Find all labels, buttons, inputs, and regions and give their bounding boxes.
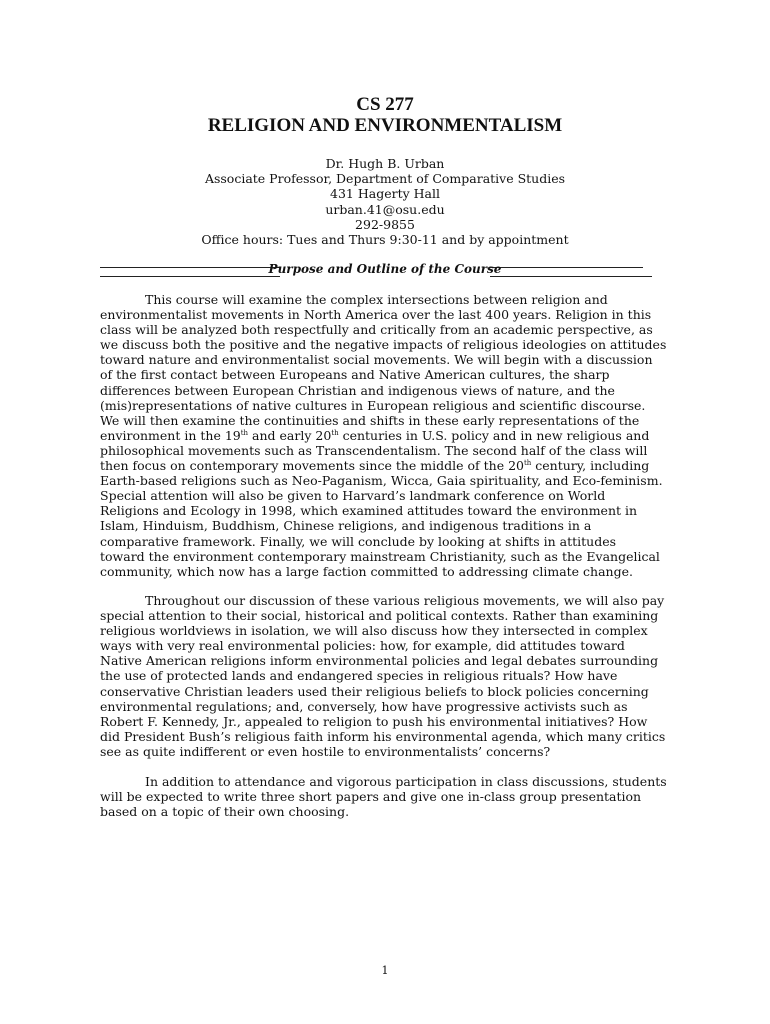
- text-line: community, which now has a large faction committed to addressing climate change.: [100, 563, 633, 579]
- text-line: did President Bush’s religious faith inform his environmental agenda, which many critics: [100, 728, 666, 744]
- text-line: toward nature and environmentalist social movements. We will begin with a discussion: [100, 352, 653, 368]
- text-line: of the first contact between Europeans and Native American cultures, the sharp: [100, 367, 610, 383]
- superscript: th: [523, 459, 532, 468]
- instructor-email: urban.41@osu.edu: [325, 201, 445, 217]
- text-line: In addition to attendance and vigorous participation in class discussions, students: [145, 774, 667, 789]
- text-line: environmental regulations; and, conversely, how have progressive activists such as: [100, 698, 628, 714]
- text-line: Earth-based religions such as Neo-Paganism, Wicca, Gaia spirituality, and Eco-feminism.: [100, 473, 663, 489]
- text-segment: then focus on contemporary movements since the middle of the 20: [100, 458, 524, 474]
- instructor-position: Associate Professor, Department of Comparative Studies: [204, 171, 566, 187]
- text-line: Native American religions inform environmental policies and legal debates surrounding: [100, 653, 659, 669]
- text-line: Special attention will also be given to Harvard’s landmark conference on World: [100, 488, 606, 504]
- text-line: environmentalist movements in North America over the last 400 years. Religion in this: [100, 307, 652, 323]
- text-line: philosophical movements such as Transcendentalism. The second half of the class will: [100, 442, 648, 458]
- text-line: toward the environment contemporary mainstream Christianity, such as the Evangelical: [100, 548, 660, 564]
- course-code: CS 277: [356, 94, 414, 115]
- text-segment: century, including: [531, 458, 650, 474]
- text-line: [100, 428, 675, 443]
- section-heading: Purpose and Outline of the Course: [268, 262, 502, 276]
- text-segment: and early 20: [248, 427, 332, 443]
- page-number: 1: [381, 964, 389, 977]
- text-line: ways with very real environmental policies: how, for example, did attitudes toward: [100, 638, 625, 654]
- text-line: religious worldviews in isolation, we will also discuss how they intersected in complex: [100, 623, 648, 639]
- text-line: Throughout our discussion of these various religious movements, we will also pay: [145, 593, 665, 608]
- paragraph-context: [100, 593, 675, 759]
- text-line: the use of protected lands and endangered species in religious rituals? How have: [100, 668, 618, 684]
- text-line: (mis)representations of native cultures in European religious and scientific discourse.: [100, 397, 646, 413]
- text-line: class will be analyzed both respectfully and critically from an academic perspective, as: [100, 322, 653, 338]
- text-line: Religions and Ecology in 1998, which examined attitudes toward the environment in: [100, 503, 638, 519]
- text-line: comparative framework. Finally, we will conclude by looking at shifts in attitudes: [100, 533, 617, 549]
- text-line: Islam, Hinduism, Buddhism, Chinese religions, and indigenous traditions in a: [100, 518, 592, 534]
- text-segment: environment in the 19: [100, 427, 241, 443]
- course-title: RELIGION AND ENVIRONMENTALISM: [207, 115, 563, 136]
- text-line: we discuss both the positive and the negative impacts of religious ideologies on attitudes: [100, 337, 667, 353]
- contact-block: [0, 156, 770, 247]
- paragraph-requirements: [100, 774, 675, 819]
- text-line: [100, 458, 675, 473]
- text-line: differences between European Christian and indigenous views of nature, and the: [100, 382, 615, 398]
- superscript: th: [240, 428, 249, 437]
- paragraph-course-overview: [100, 292, 675, 579]
- text-segment: centuries in U.S. policy and in new religious and: [338, 427, 650, 443]
- text-line: based on a topic of their own choosing.: [100, 804, 350, 820]
- text-line: will be expected to write three short papers and give one in-class group presentation: [100, 789, 642, 805]
- instructor-phone: 292-9855: [355, 216, 415, 232]
- text-line: Robert F. Kennedy, Jr., appealed to religion to push his environmental initiatives? How: [100, 713, 648, 729]
- text-line: special attention to their social, historical and political contexts. Rather than examining: [100, 608, 659, 624]
- text-line: see as quite indifferent or even hostile to environmentalists’ concerns?: [100, 743, 551, 759]
- superscript: th: [331, 428, 339, 437]
- text-line: We will then examine the continuities and shifts in these early representations of the: [100, 412, 640, 428]
- office-location: 431 Hagerty Hall: [330, 186, 440, 202]
- text-line: conservative Christian leaders used their religious beliefs to block policies concerning: [100, 683, 649, 699]
- text-line: This course will examine the complex intersections between religion and: [145, 292, 608, 307]
- office-hours: Office hours: Tues and Thurs 9:30-11 and by appointment: [201, 232, 569, 248]
- instructor-name: Dr. Hugh B. Urban: [325, 156, 445, 171]
